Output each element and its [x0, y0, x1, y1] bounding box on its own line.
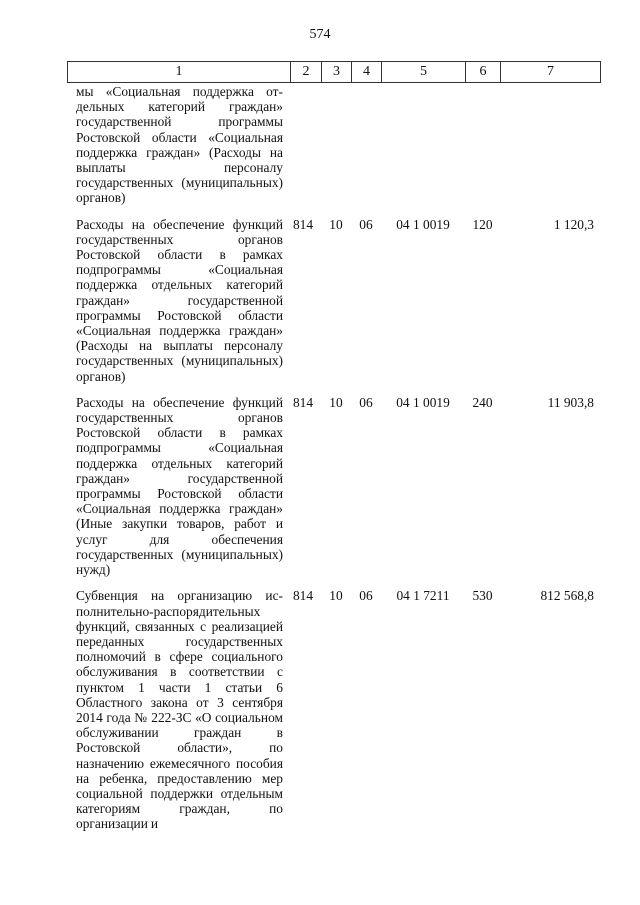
section-code: 10: [329, 588, 343, 604]
section-code: [321, 84, 351, 206]
ministry-code: [285, 84, 321, 206]
table-row: [67, 84, 600, 206]
page-number: 574: [309, 27, 331, 42]
budget-table-body: [67, 84, 600, 832]
column-header-table: [67, 61, 601, 83]
section-code: 10: [329, 216, 343, 232]
column-header-2: 2: [291, 62, 322, 83]
expense-description: мы «Социальная поддержка отдельных категорий граждан» государственной программы Ростовской области «Социальная поддержка граждан» (Расходы на выплаты персоналу государственных (муниципальных) органов): [76, 84, 283, 206]
amount: 11 903,8: [547, 394, 594, 410]
column-header-1: 1: [68, 62, 291, 83]
table-row: [67, 588, 600, 831]
column-header-7: 7: [501, 62, 601, 83]
amount: [500, 84, 600, 206]
column-header-row: [68, 62, 601, 83]
target-article-code: 04 1 7211: [396, 588, 450, 604]
target-article-code: 04 1 0019: [396, 216, 450, 232]
ministry-code: 814: [292, 588, 314, 604]
expense-description: Расходы на обеспечение функций государственных органов Ростовской области в рамках подпрограммы «Социальная поддержка отдельных категорий граждан» государственной программы Ростовской области «Социальная поддержка граждан» (Расходы на выплаты персоналу государственных (муниципальных) органов): [76, 216, 283, 384]
section-code: 10: [329, 394, 343, 410]
ministry-code: 814: [292, 216, 314, 232]
ministry-code: 814: [292, 394, 314, 410]
target-article-code: [381, 84, 465, 206]
expense-type-code: [465, 84, 500, 206]
expense-type-code: 120: [472, 216, 493, 232]
expense-description: Расходы на обеспечение функций государственных органов Ростовской области в рамках подпрограммы «Социальная поддержка отдельных категорий граждан» государственной программы Ростовской области «Социальная поддержка граждан» (Иные закупки товаров, работ и услуг для обеспечения государственных (муниципальных) нужд): [76, 394, 283, 578]
expense-type-code: 530: [472, 588, 493, 604]
column-header-4: 4: [352, 62, 382, 83]
amount: 812 568,8: [540, 588, 594, 604]
table-row: [67, 395, 600, 577]
expense-type-code: 240: [472, 394, 493, 410]
subsection-code: 06: [359, 394, 373, 410]
column-header-3: 3: [322, 62, 352, 83]
table-row: [67, 217, 600, 384]
amount: 1 120,3: [553, 216, 594, 232]
target-article-code: 04 1 0019: [396, 394, 450, 410]
expense-description: Субвенция на организацию исполнительно-распорядительных функций, связанных с реализацией переданных государственных полномочий в сфере социального обслуживания в соответствии с пунктом 1 части 1 статьи 6 Областного закона от 3 сентября 2014 года № 222-ЗС «О социальном обслуживании граждан в Ростовской области», по назначению ежемесячного пособия на ребенка, предоставлению мер социальной поддержки отдельным категориям граждан, по организации и: [76, 588, 283, 832]
subsection-code: 06: [359, 588, 373, 604]
column-header-5: 5: [382, 62, 466, 83]
column-header-6: 6: [466, 62, 501, 83]
subsection-code: [351, 84, 381, 206]
subsection-code: 06: [359, 216, 373, 232]
